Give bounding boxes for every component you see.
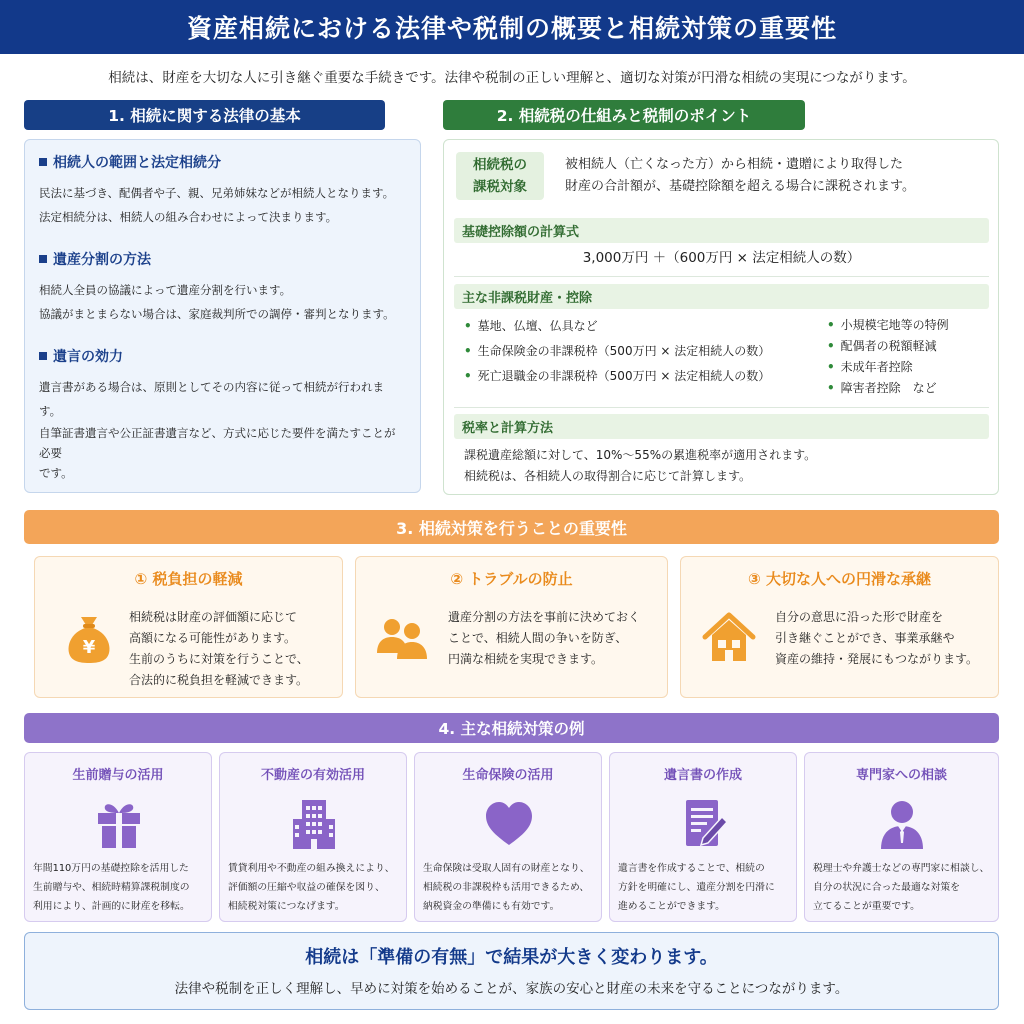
rate-line: 相続税は、各相続人の取得割合に応じて計算します。 — [464, 469, 752, 483]
importance-card-text: 遺産分割の方法を事前に決めておく ことで、相続人間の争いを防ぎ、 円満な相続を実現できます。 — [448, 610, 641, 666]
strategy-card-title: 生前贈与の活用 — [72, 768, 164, 783]
page-title: 資産相続における法律や税制の概要と相続対策の重要性 — [186, 14, 837, 43]
money-bag-icon — [61, 609, 117, 665]
section1-panel — [24, 139, 421, 493]
list-item: • 生命保険金の非課税枠（500万円 × 法定相続人の数） — [464, 340, 770, 362]
strategy-card-text: 生命保険は受取人固有の財産となり、 相続税の非課税枠も活用できるため、 納税資金の準備にも有効です。 — [423, 863, 590, 912]
footer-headline: 相続は「準備の有無」で結果が大きく変わります。 — [305, 947, 718, 968]
tax-target-label-line: 課税対象 — [473, 179, 527, 195]
section3-title: 3. 相続対策を行うことの重要性 — [24, 510, 999, 544]
importance-card-title: ③ 大切な人への円滑な承継 — [748, 570, 931, 588]
heart-icon — [485, 797, 533, 851]
square-bullet-icon — [39, 158, 47, 166]
law-block-line: 民法に基づき、配偶者や子、親、兄弟姉妹などが相続人となります。 — [39, 186, 395, 200]
footer-subtext: 法律や税制を正しく理解し、早めに対策を始めることが、家族の安心と財産の未来を守ることにつながります。 — [174, 981, 849, 997]
bullet-icon: • — [827, 339, 835, 353]
tax-target-text — [565, 154, 990, 198]
list-item: • 小規模宅地等の特例 — [827, 315, 949, 336]
rate-text — [464, 445, 816, 487]
professional-icon — [878, 797, 926, 851]
strategy-card-title: 専門家への相談 — [855, 768, 947, 783]
list-item: • 墓地、仏壇、仏具など — [464, 315, 770, 337]
strategy-card-text: 税理士や弁護士などの専門家に相談し、 自分の状況に合った最適な対策を 立てることが重要です。 — [813, 863, 990, 912]
bullet-icon: • — [464, 319, 472, 333]
footer-panel — [24, 932, 999, 1010]
document-pen-icon — [680, 797, 728, 851]
strategy-card-title: 生命保険の活用 — [462, 768, 554, 783]
law-block-heading: 相続人の範囲と法定相続分 — [53, 155, 221, 171]
divider — [454, 276, 989, 277]
square-bullet-icon — [39, 255, 47, 263]
law-block-heading: 遺言の効力 — [53, 349, 123, 365]
page-header — [0, 0, 1024, 54]
nontax-list-right — [827, 315, 949, 399]
law-block-line: 法定相続分は、相続人の組み合わせによって決まります。 — [39, 210, 338, 224]
bullet-icon: • — [827, 318, 835, 332]
list-item: • 障害者控除 など — [827, 378, 949, 399]
gift-icon — [95, 797, 143, 851]
bullet-icon: • — [827, 381, 835, 395]
law-block-heading: 遺産分割の方法 — [53, 252, 151, 268]
building-icon — [290, 797, 338, 851]
law-block-line: 自筆証書遺言や公正証書遺言など、方式に応じた要件を満たすことが必要 — [39, 426, 396, 460]
importance-card-title: ① 税負担の軽減 — [134, 570, 243, 588]
people-icon — [374, 609, 430, 665]
tax-target-line: 被相続人（亡くなった方）から相続・遺贈により取得した — [565, 157, 904, 172]
law-block-line: です。 — [39, 466, 73, 480]
nontax-list-left — [464, 315, 770, 387]
bullet-icon: • — [464, 344, 472, 358]
list-item: • 未成年者控除 — [827, 357, 949, 378]
house-icon — [701, 609, 757, 665]
strategy-card-realestate — [219, 752, 407, 922]
section2-panel — [443, 139, 999, 495]
strategy-card-title: 不動産の有効活用 — [260, 768, 365, 783]
importance-card-text: 相続税は財産の評価額に応じて 高額になる可能性があります。 生前のうちに対策を行うことで、 合法的に税負担を軽減できます。 — [129, 610, 309, 687]
tax-target-label — [456, 152, 544, 200]
svg-text:¥: ¥ — [82, 637, 96, 658]
tax-target-label-line: 相続税の — [473, 157, 527, 173]
deduction-formula: 3,000万円 ＋（600万円 × 法定相続人の数） — [582, 250, 861, 266]
law-block-will — [39, 346, 406, 483]
importance-card-text: 自分の意思に沿った形で財産を 引き継ぐことができ、事業承継や 資産の維持・発展にもつながります。 — [775, 610, 979, 666]
section1-title: 1. 相続に関する法律の基本 — [24, 100, 385, 130]
importance-card-title: ② トラブルの防止 — [450, 570, 573, 588]
divider — [454, 407, 989, 408]
strategy-card-title: 遺言書の作成 — [663, 768, 742, 783]
deduction-heading: 基礎控除額の計算式 — [454, 218, 989, 243]
nontax-heading: 主な非課税財産・控除 — [454, 284, 989, 309]
importance-card-tax — [34, 556, 343, 698]
strategy-card-text: 年間110万円の基礎控除を活用した 生前贈与や、相続時精算課税制度の 利用により、計画的に財産を移転。 — [33, 863, 190, 912]
strategy-card-text: 賃貸利用や不動産の組み換えにより、 評価額の圧縮や収益の確保を図り、 相続税対策につなげます。 — [228, 863, 395, 912]
strategy-card-expert — [804, 752, 999, 922]
importance-card-trouble — [355, 556, 668, 698]
strategy-card-insurance — [414, 752, 602, 922]
law-block-line: 相続人全員の協議によって遺産分割を行います。 — [39, 283, 292, 297]
section4-title: 4. 主な相続対策の例 — [24, 713, 999, 743]
list-item: • 死亡退職金の非課税枠（500万円 × 法定相続人の数） — [464, 365, 770, 387]
list-item: • 配偶者の税額軽減 — [827, 336, 949, 357]
law-block-division — [39, 249, 406, 326]
square-bullet-icon — [39, 352, 47, 360]
importance-card-succession — [680, 556, 999, 698]
strategy-card-text: 遺言書を作成することで、相続の 方針を明確にし、遺産分割を円滑に 進めることができます。 — [618, 863, 775, 912]
strategy-card-gift — [24, 752, 212, 922]
bullet-icon: • — [827, 360, 835, 374]
rate-line: 課税遺産総額に対して、10%〜55%の累進税率が適用されます。 — [464, 448, 817, 462]
strategy-card-will — [609, 752, 797, 922]
rate-heading: 税率と計算方法 — [454, 414, 989, 439]
intro-text: 相続は、財産を大切な人に引き継ぐ重要な手続きです。法律や税制の正しい理解と、適切な対策が円滑な相続の実現につながります。 — [108, 70, 916, 86]
bullet-icon: • — [464, 369, 472, 383]
law-block-line: 協議がまとまらない場合は、家庭裁判所での調停・審判となります。 — [39, 307, 395, 321]
law-block-heirs — [39, 152, 406, 229]
section2-title: 2. 相続税の仕組みと税制のポイント — [443, 100, 805, 130]
tax-target-line: 財産の合計額が、基礎控除額を超える場合に課税されます。 — [565, 179, 915, 194]
law-block-line: 遺言書がある場合は、原則としてその内容に従って相続が行われます。 — [39, 380, 384, 418]
